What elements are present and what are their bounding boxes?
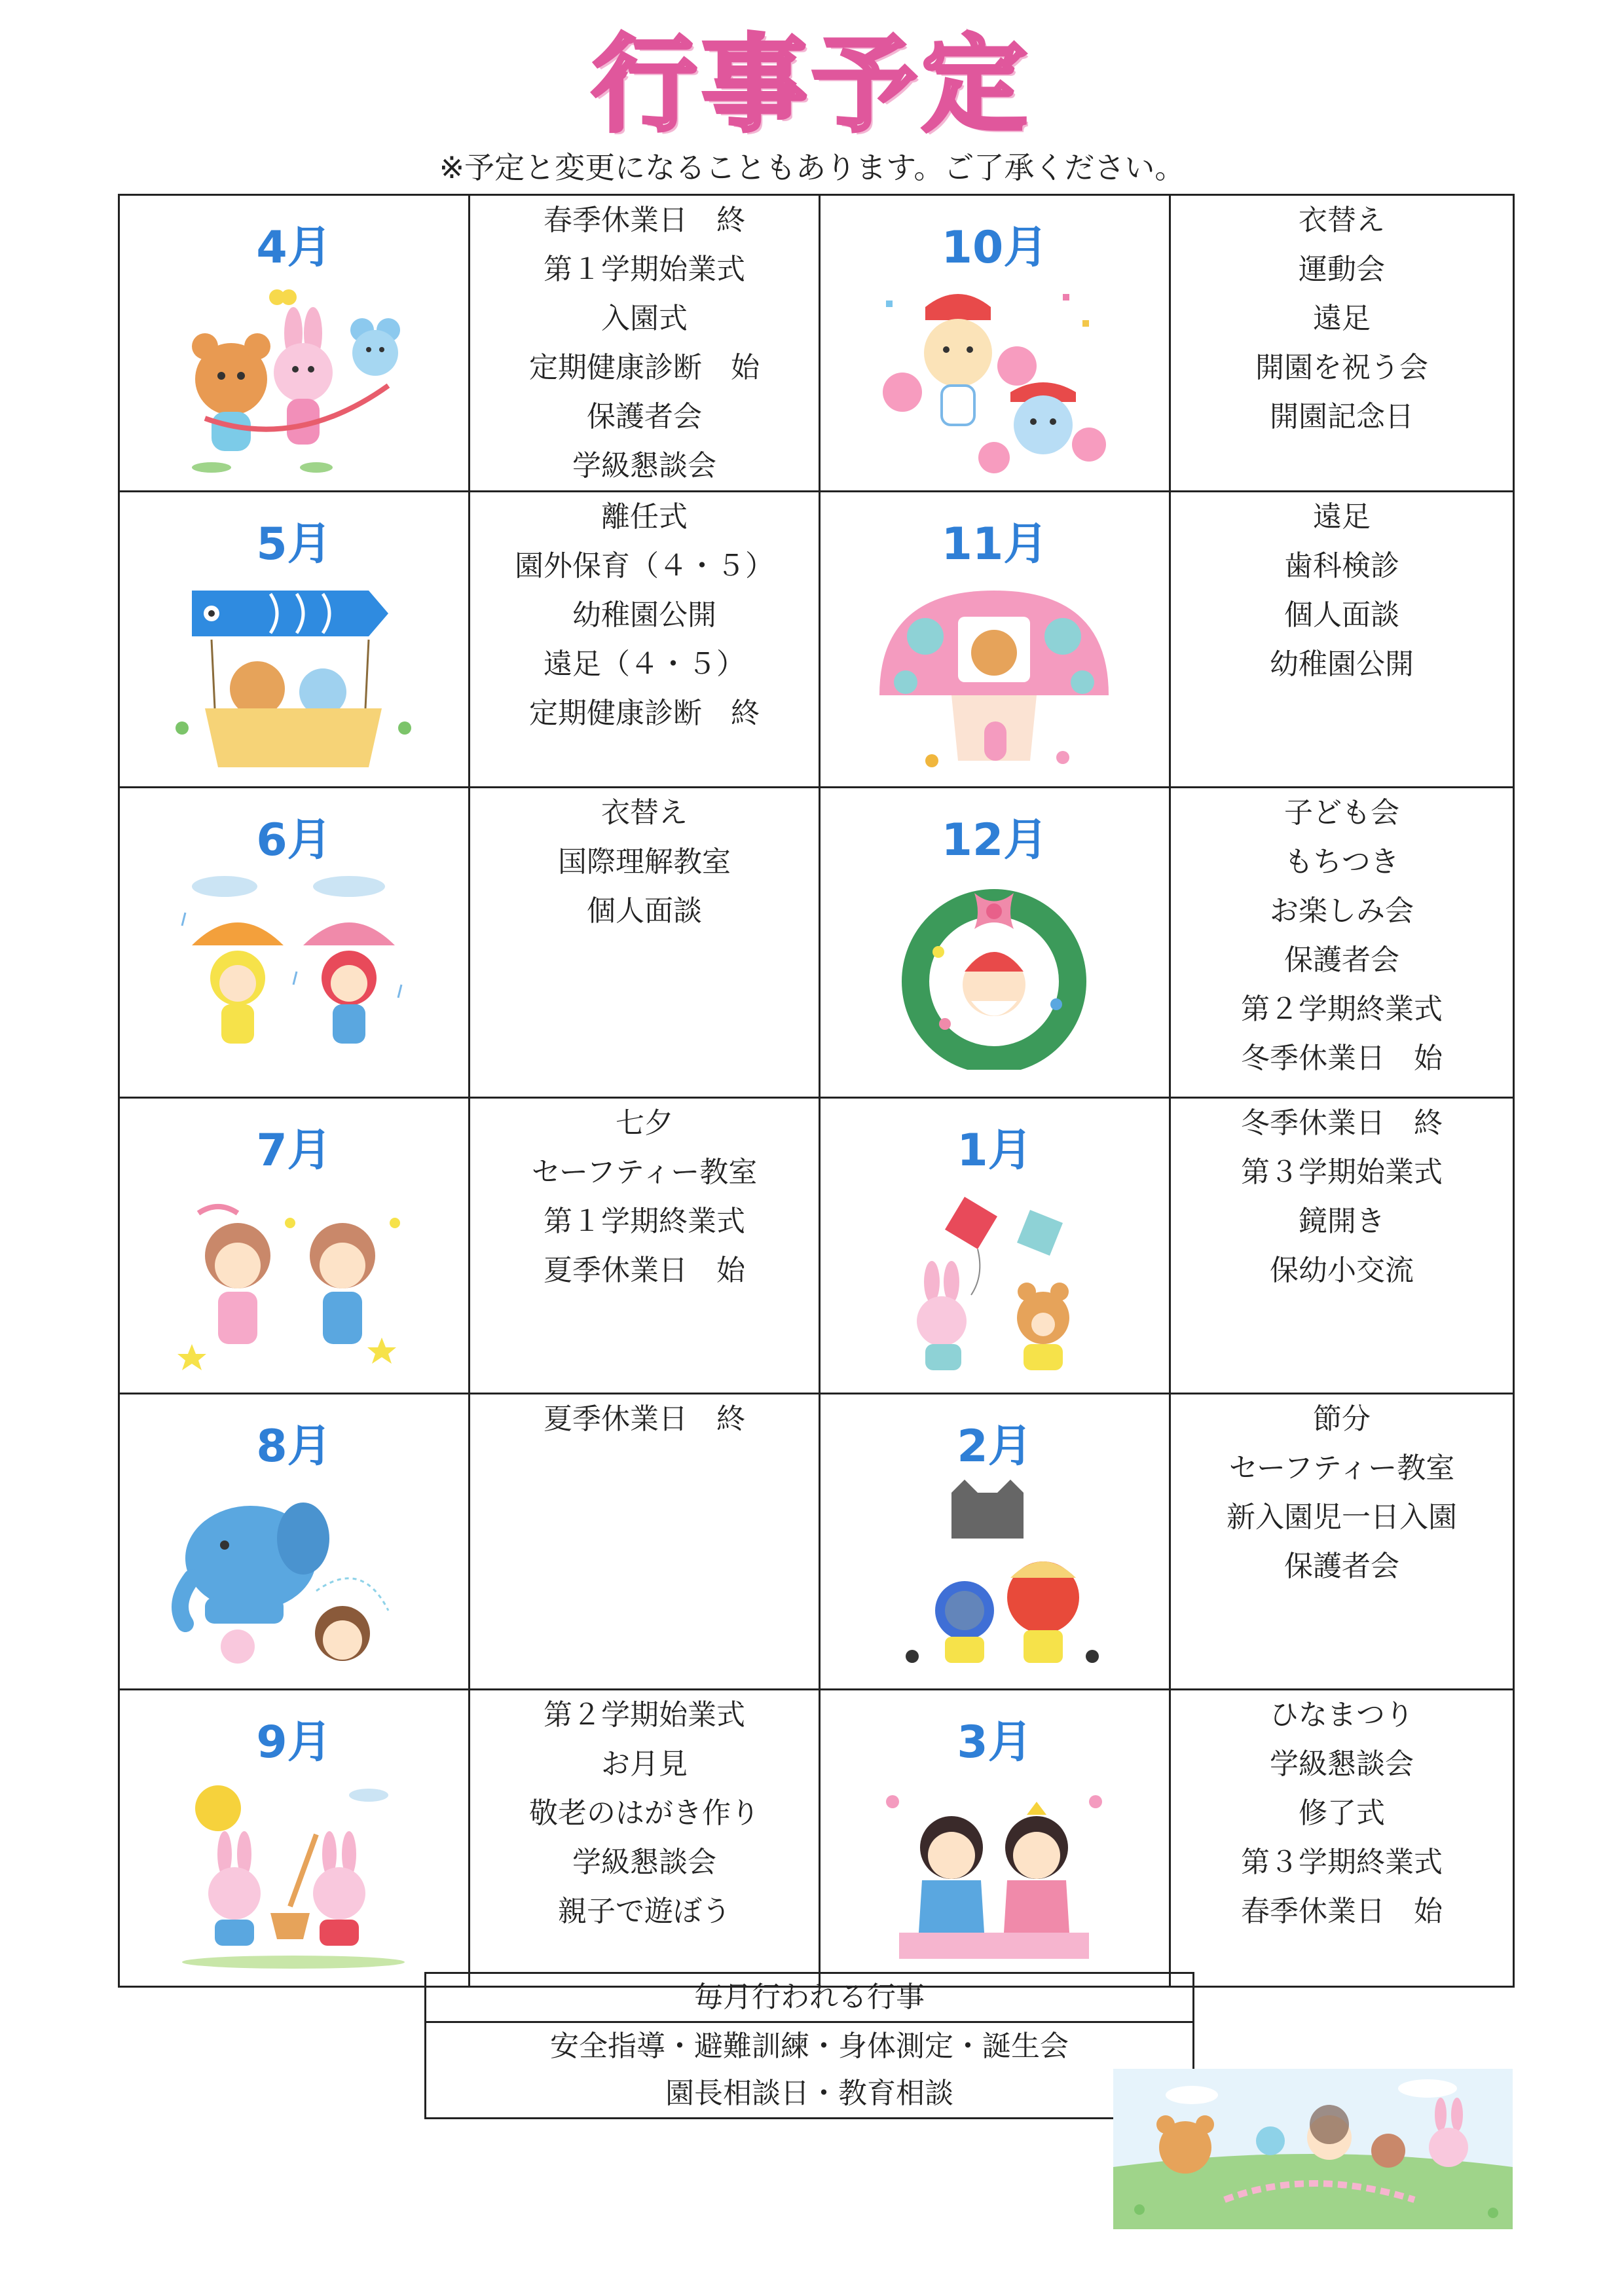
- event-item: 幼稚園公開: [1270, 647, 1414, 681]
- event-item: 運動会: [1299, 253, 1385, 286]
- event-item: 幼稚園公開: [572, 598, 716, 632]
- table-row: [119, 195, 1514, 492]
- monthly-events-box: [424, 1972, 1194, 2119]
- event-item: 保護者会: [1284, 1550, 1399, 1583]
- month-cell: [119, 1690, 470, 1987]
- month-label: 4月: [256, 222, 332, 274]
- events-cell: [470, 1690, 820, 1987]
- events-cell: [1170, 1098, 1514, 1394]
- event-item: 保護者会: [587, 400, 702, 433]
- month-label: 5月: [256, 519, 332, 570]
- events-cell: [470, 195, 820, 492]
- event-item: 春季休業日 終: [544, 204, 745, 237]
- month-cell: [820, 195, 1170, 492]
- hina-dolls-illustration: [866, 1776, 1122, 1972]
- event-item: 開園を祝う会: [1255, 351, 1428, 384]
- event-item: 第３学期始業式: [1241, 1156, 1443, 1189]
- month-label: 10月: [941, 222, 1048, 274]
- events-cell: [470, 1394, 820, 1690]
- event-item: 個人面談: [1284, 598, 1399, 632]
- event-item: 遠足: [1313, 500, 1371, 534]
- event-item: 親子で遊ぼう: [558, 1895, 731, 1928]
- event-item: 夏季休業日 始: [544, 1254, 745, 1287]
- event-item: 国際理解教室: [558, 845, 731, 879]
- event-item: セーフティー教室: [531, 1156, 758, 1189]
- event-item: 学級懇談会: [1270, 1747, 1414, 1781]
- event-item: 開園記念日: [1270, 400, 1414, 433]
- event-item: 冬季休業日 終: [1241, 1106, 1443, 1140]
- event-item: お楽しみ会: [1270, 894, 1414, 928]
- month-cell: [820, 1690, 1170, 1987]
- table-row: [119, 1098, 1514, 1394]
- events-cell: [1170, 1690, 1514, 1987]
- monthly-events-line: 安全指導・避難訓練・身体測定・誕生会: [550, 2030, 1069, 2063]
- disclaimer-note: ※予定と変更になることもあります。ご了承ください。: [439, 150, 1185, 185]
- month-label: 1月: [957, 1125, 1033, 1176]
- event-item: 個人面談: [587, 894, 702, 928]
- event-item: ひなまつり: [1270, 1698, 1414, 1732]
- events-cell: [470, 492, 820, 788]
- month-label: 6月: [256, 814, 332, 866]
- event-item: 子ども会: [1284, 796, 1399, 829]
- kite-rabbit-bear-illustration: [866, 1184, 1122, 1380]
- events-cell: [1170, 195, 1514, 492]
- table-row: [119, 1690, 1514, 1987]
- monthly-events-heading: 毎月行われる行事: [426, 1974, 1192, 2023]
- event-item: 夏季休業日 終: [544, 1402, 745, 1436]
- event-item: お月見: [601, 1747, 688, 1781]
- cheerleading-cat-mouse-illustration: [866, 281, 1122, 477]
- month-label: 2月: [957, 1421, 1033, 1472]
- month-label: 12月: [941, 814, 1048, 866]
- event-item: 敬老のはがき作り: [529, 1796, 760, 1830]
- schedule-table: [118, 194, 1515, 1988]
- event-item: 鏡開き: [1299, 1205, 1385, 1238]
- month-cell: [119, 492, 470, 788]
- event-item: 第３学期終業式: [1241, 1846, 1443, 1879]
- event-item: 衣替え: [1299, 204, 1385, 237]
- month-cell: [820, 492, 1170, 788]
- animals-meadow-illustration: [1113, 2069, 1513, 2229]
- moon-viewing-rabbits-illustration: [166, 1776, 421, 1972]
- month-label: 8月: [256, 1421, 332, 1472]
- month-label: 9月: [256, 1717, 332, 1768]
- event-item: 保護者会: [1284, 943, 1399, 977]
- month-cell: [119, 195, 470, 492]
- event-item: 七夕: [616, 1106, 673, 1140]
- event-item: 定期健康診断 始: [529, 351, 760, 384]
- carp-streamer-balloon-illustration: [166, 577, 421, 774]
- event-item: 冬季休業日 始: [1241, 1042, 1443, 1075]
- event-item: 入園式: [601, 302, 688, 335]
- event-item: セーフティー教室: [1228, 1451, 1455, 1485]
- events-cell: [1170, 492, 1514, 788]
- month-cell: [820, 1098, 1170, 1394]
- event-item: 第２学期終業式: [1241, 993, 1443, 1026]
- event-item: 衣替え: [601, 796, 688, 829]
- events-cell: [1170, 788, 1514, 1098]
- event-item: 遠足: [1313, 302, 1371, 335]
- event-item: 第２学期始業式: [544, 1698, 745, 1732]
- events-cell: [470, 1098, 820, 1394]
- event-item: 第１学期終業式: [544, 1205, 745, 1238]
- month-label: 7月: [256, 1125, 332, 1176]
- events-cell: [1170, 1394, 1514, 1690]
- event-item: 歯科検診: [1284, 549, 1399, 583]
- event-item: 学級懇談会: [572, 1846, 716, 1879]
- events-cell: [470, 788, 820, 1098]
- month-cell: [119, 788, 470, 1098]
- event-item: 学級懇談会: [572, 449, 716, 483]
- event-item: 遠足（４・５）: [544, 647, 745, 681]
- santa-wreath-illustration: [866, 873, 1122, 1070]
- month-cell: [820, 788, 1170, 1098]
- elephant-illustration: [166, 1480, 421, 1676]
- event-item: 節分: [1313, 1402, 1371, 1436]
- event-item: 保幼小交流: [1270, 1254, 1414, 1287]
- monthly-events-line: 園長相談日・教育相談: [665, 2077, 953, 2110]
- table-row: [119, 788, 1514, 1098]
- event-item: 修了式: [1299, 1796, 1385, 1830]
- bear-rabbit-mouse-illustration: [166, 281, 421, 477]
- table-row: [119, 1394, 1514, 1690]
- event-item: もちつき: [1284, 845, 1399, 879]
- page-title: 行事予定: [591, 24, 1032, 146]
- month-cell: [820, 1394, 1170, 1690]
- event-item: 園外保育（４・５）: [515, 549, 774, 583]
- month-cell: [119, 1098, 470, 1394]
- rain-umbrellas-illustration: [166, 873, 421, 1070]
- event-item: 新入園児一日入園: [1227, 1501, 1457, 1534]
- event-item: 春季休業日 始: [1241, 1895, 1443, 1928]
- oni-setsubun-illustration: [866, 1480, 1122, 1676]
- table-row: [119, 492, 1514, 788]
- event-item: 離任式: [601, 500, 688, 534]
- month-label: 11月: [941, 519, 1048, 570]
- event-item: 第１学期始業式: [544, 253, 745, 286]
- event-item: 定期健康診断 終: [529, 697, 760, 730]
- month-cell: [119, 1394, 470, 1690]
- month-label: 3月: [957, 1717, 1033, 1768]
- tanabata-kids-illustration: [166, 1184, 421, 1380]
- mushroom-house-illustration: [866, 577, 1122, 774]
